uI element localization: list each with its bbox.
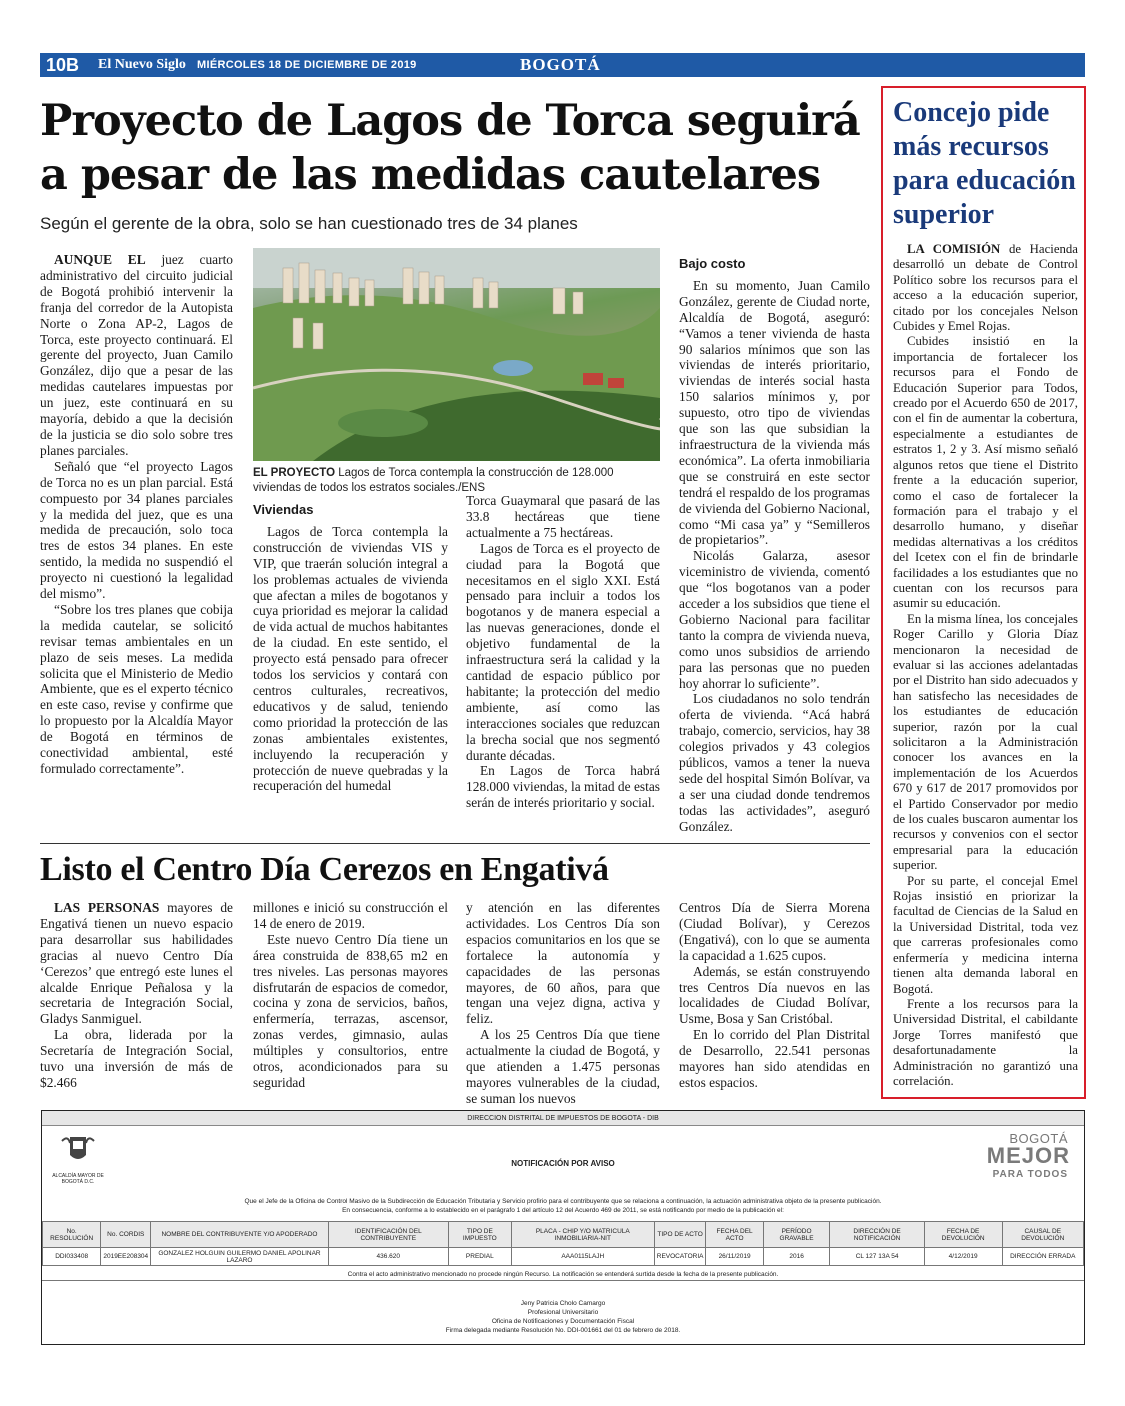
notice-signature xyxy=(42,1299,1084,1335)
table-cell: 2019EE208304 xyxy=(101,1248,151,1266)
signature-delegation: Firma delegada mediante Resolución No. DDI-001661 del 01 de febrero de 2018. xyxy=(445,1327,681,1334)
table-cell: REVOCATORIA xyxy=(654,1248,706,1266)
lead-in: LAS PERSONAS xyxy=(54,900,160,915)
paragraph: Frente a los recursos para la Universidad Distrital, el cabildante Jorge Torres manifestó que desafortunadamente la Administración no garantizó una correlación. xyxy=(893,996,1078,1088)
divider xyxy=(40,843,870,844)
notice-table xyxy=(42,1221,1084,1266)
main-headline: Proyecto de Lagos de Torca seguirá a pesar de las medidas cautelares xyxy=(40,96,860,200)
paragraph: Lagos de Torca contempla la construcción de viviendas VIS y VIP, que traerán solución integral a los problemas actuales de vivienda que afectan a miles de bogotanos y cuya prioridad es mejorar la calidad de vida actual de muchos habitantes de la ciudad. En este sentido, el proyecto está pensado para ofrecer todos los servicios y contará con centros culturales, recreativos, educativos y de salud, teniendo como prioridad la protección de las zonas ambientales existentes, incluyendo la recuperación y protección de nueve quebradas y la recuperación del humedal xyxy=(253,523,448,794)
column-header: PERÍODO GRAVABLE xyxy=(763,1222,830,1248)
table-cell: GONZALEZ HOLGUIN GUILERMO DANIEL APOLINAR LAZARO xyxy=(151,1248,329,1266)
newspaper-name: El Nuevo Siglo xyxy=(98,57,186,72)
table-cell: DDI033408 xyxy=(43,1248,101,1266)
paragraph: mayores de Engativá tienen un nuevo espacio para desarrollar sus habilidades gracias al nuevo Centro Día ‘Cerezos’ que entregó este lunes el alcalde Enrique Peñalosa y la secretaria de Integración Social, Gladys Sanmiguel. xyxy=(40,900,233,1027)
table-cell: 4/12/2019 xyxy=(924,1248,1002,1266)
caption-lead: EL PROYECTO xyxy=(253,467,336,479)
paragraph: Nicolás Galarza, asesor viceministro de vivienda, comentó que “los bogotanos van a poder acceder a los subsidios que tiene el Gobierno Nacional para facilitar tanto la compra de vivienda nueva, como unos subsidios de arriendo para las personas que no pueden hoy ahorrar lo suficiente”. xyxy=(679,548,870,691)
project-photo xyxy=(253,248,660,461)
bogota-mejor-logo xyxy=(966,1131,1076,1191)
column-header: NOMBRE DEL CONTRIBUYENTE Y/O APODERADO xyxy=(151,1222,329,1248)
main-story-column-3 xyxy=(466,493,660,811)
paragraph: Cubides insistió en la importancia de fortalecer los recursos para el Fondo de Educación Superior para Todos, creado por el Acuerdo 650 de 2017, con el fin de aumentar la cobertura, especialmente a estudiantes de estratos 1, 2 y 3. Así mismo señaló algunos retos que tiene el Distrito frente a la educación superior, como el caso de fortalecer la formación para el trabajo y el desarrollo humano, y diseñar medidas alternativas a los créditos del Icetex con el fin de brindarle facilidades a los estudiantes que no cuentan con los recursos para asumir su educación. xyxy=(893,334,1078,611)
table-cell: 2016 xyxy=(763,1248,830,1266)
sidebar-article xyxy=(881,86,1086,1099)
second-story-column-3 xyxy=(466,900,660,1107)
aerial-render-illustration xyxy=(253,248,660,461)
section-name: BOGOTÁ xyxy=(520,55,601,74)
paragraph: de Hacienda desarrolló un debate de Control Político sobre los recursos para el acceso a la educación superior, citado por los concejales Nelson Cubides y Emel Rojas. xyxy=(893,242,1078,334)
second-story-column-1 xyxy=(40,900,233,1091)
page-header-bar xyxy=(40,53,1085,77)
column-header: PLACA - CHIP Y/O MATRICULA INMOBILIARIA-NIT xyxy=(511,1222,654,1248)
main-subhead: Según el gerente de la obra, solo se han cuestionado tres de 34 planes xyxy=(40,214,578,233)
paragraph: “Sobre los tres planes que cobija la medida cautelar, se solicitó revisar temas ambientales en un plazo de seis meses. La medida solicita que el Ministerio de Medio Ambiente, que es el experto técnico en este caso, revise y confirme que lo propuesto por la Alcaldía Mayor de Bogotá en términos de conectividad ambiental, esté formulado correctamente”. xyxy=(40,601,233,776)
sidebar-headline: Concejo pide más recursos para educación superior xyxy=(893,97,1076,230)
column-header: DIRECCIÓN DE NOTIFICACIÓN xyxy=(830,1222,924,1248)
signer-title: Profesional Universitario xyxy=(527,1309,599,1316)
notice-footnote: Contra el acto administrativo mencionado no procede ningún Recurso. La notificación se entenderá surtida desde la fecha de la presente publicación. xyxy=(42,1271,1084,1281)
paragraph: Además, se están construyendo tres Centros Día nuevos en las localidades de Ciudad Bolívar, Usme, Bosa y San Cristóbal. xyxy=(679,963,870,1027)
lead-in: AUNQUE EL xyxy=(54,252,146,267)
paragraph: En la misma línea, los concejales Roger Carillo y Gloria Díaz mencionaron la necesidad de evaluar si las acciones adelantadas por el Distrito han sido adecuados y han satisfecho las necesidades de los estudiantes de educación superior, razón por la cual solicitaron a la Administración conocer los avances en la implementación de los Acuerdos 670 y 617 de 2017 promovidos por el Partido Conservador por medio de los cuales buscaron aumentar los recursos y convenios con el sector empresarial para la educación superior. xyxy=(893,611,1078,873)
table-cell: CL 127 13A 54 xyxy=(830,1248,924,1266)
logo-line-3: PARA TODOS xyxy=(992,1169,1068,1180)
second-headline: Listo el Centro Día Cerezos en Engativá xyxy=(40,851,609,888)
paragraph: Este nuevo Centro Día tiene un área construida de 838,65 m2 en tres niveles. Las personas mayores disfrutarán de espacios de comedor, cocina y zona de servicios, baños, enfermería, terrazas, ascensor, zonas verdes, gimnasio, aulas múltiples y consultorios, entre otros, acondicionados para su seguridad xyxy=(253,931,448,1090)
notice-title: NOTIFICACIÓN POR AVISO xyxy=(511,1159,615,1168)
paragraph: millones e inició su construcción el 14 de enero de 2019. xyxy=(253,900,448,931)
notice-agency: DIRECCION DISTRITAL DE IMPUESTOS DE BOGOTA - DIB xyxy=(42,1111,1084,1126)
tax-notice xyxy=(41,1110,1085,1345)
paragraph: juez cuarto administrativo del circuito judicial de Bogotá prohibió intervenir la franja del corredor de la Autopista Norte o Zona AP-2, Lagos de Torca, este proyecto continuará. El gerente del proyecto, Juan Camilo González, dijo que a pesar de las medidas cautelares impuestas por un juez, este continuará en su mayoría, debido a que la decisión de la justicia se dio solo sobre tres planes parciales. xyxy=(40,252,233,458)
column-header: No. CORDIS xyxy=(101,1222,151,1248)
photo-caption xyxy=(253,466,660,496)
column-header: No. RESOLUCIÓN xyxy=(43,1222,101,1248)
paragraph: En Lagos de Torca habrá 128.000 viviendas, la mitad de estas serán de interés prioritario y social. xyxy=(466,763,660,811)
paragraph: Los ciudadanos no solo tendrán oferta de vivienda. “Acá habrá trabajo, comercio, servicios, hay 38 colegios privados y 43 colegios públicos, vamos a tener la nueva sede del hospital Simón Bolívar, va a ser una ciudad donde tendremos todas las actividades”, aseguró González. xyxy=(679,691,870,834)
notice-intro xyxy=(42,1197,1084,1215)
column-header: FECHA DE DEVOLUCIÓN xyxy=(924,1222,1002,1248)
main-story-column-2 xyxy=(253,502,448,794)
paragraph: En lo corrido del Plan Distrital de Desarrollo, 22.541 personas mayores han sido atendidas en estos espacios. xyxy=(679,1027,870,1090)
lead-in: LA COMISIÓN xyxy=(907,242,1001,256)
table-row xyxy=(43,1248,1084,1266)
intro-line: Que el Jefe de la Oficina de Control Masivo de la Subdirección de Educación Tributaria y Servicio profirio para el contribuyente que se relaciona a continuación, la actuación administrativa objeto de la presente publicación. xyxy=(244,1198,882,1205)
paragraph: Torca Guaymaral que pasará de las 33.8 hectáreas que tiene actualmente a 75 hectáreas. xyxy=(466,493,660,540)
second-story-column-4 xyxy=(679,900,870,1091)
table-cell: DIRECCIÓN ERRADA xyxy=(1002,1248,1083,1266)
logo-line-1: BOGOTÁ xyxy=(1009,1131,1068,1146)
paragraph: Señaló que “el proyecto Lagos de Torca no es un plan parcial. Está compuesto por 34 planes parciales y la medida del juez, que es una medida de precaución, solo toca tres de estos 34 planes. En este sentido, la medida no suspendió el proyecto ni cuestionó la legalidad del mismo”. xyxy=(40,458,233,602)
second-story-column-2 xyxy=(253,900,448,1091)
table-cell: 436.620 xyxy=(328,1248,448,1266)
paragraph: En su momento, Juan Camilo González, gerente de Ciudad norte, Alcaldía de Bogotá, aseguró: “Vamos a tener vivienda de hasta 90 salarios mínimos que son las viviendas de interés prioritario, viviendas de interés social hasta 150 salarios mínimos y, por supuesto, otro tipo de viviendas que son las que subsidian la infraestructura de la vivienda más económica”. La oferta inmobiliaria que se construirá en este sector tendrá el respaldo de los programas de vivienda del Gobierno Nacional, como “Mi casa ya” y “Semilleros de propietarios”. xyxy=(679,277,870,548)
column-header: FECHA DEL ACTO xyxy=(706,1222,763,1248)
sidebar-body xyxy=(893,242,1078,1089)
column-header: TIPO DE ACTO xyxy=(654,1222,706,1248)
city-logo-text: ALCALDÍA MAYOR DE BOGOTÁ D.C. xyxy=(52,1173,104,1185)
table-cell: PREDIAL xyxy=(448,1248,511,1266)
main-story-column-4 xyxy=(679,256,870,835)
paragraph: Centros Día de Sierra Morena (Ciudad Bolívar), y Cerezos (Engativá), con lo que se aumenta la capacidad a 1.625 cupos. xyxy=(679,900,870,963)
paragraph: A los 25 Centros Día que tiene actualmente la ciudad de Bogotá, y que atienden a 1.475 personas mayores vulnerables de la ciudad, se suman los nuevos xyxy=(466,1027,660,1106)
signer-office: Oficina de Notificaciones y Documentación Fiscal xyxy=(491,1318,635,1325)
logo-line-2: MEJOR xyxy=(986,1143,1070,1168)
issue-date: MIÉRCOLES 18 DE DICIEMBRE DE 2019 xyxy=(197,59,417,71)
main-story-column-1 xyxy=(40,252,233,777)
column-header: CAUSAL DE DEVOLUCIÓN xyxy=(1002,1222,1083,1248)
paragraph: y atención en las diferentes actividades. Los Centros Día son espacios comunitarios en los que se fortalece la autonomía y capacidades de las personas mayores, de 60 años, para que tengan una vejez digna, activa y feliz. xyxy=(466,900,660,1027)
page-number: 10B xyxy=(46,55,80,75)
table-cell: AAA0115LAJH xyxy=(511,1248,654,1266)
caption-text: Lagos de Torca contempla la construcción de 128.000 viviendas de todos los estratos sociales./ENS xyxy=(253,467,614,494)
paragraph: Por su parte, el concejal Emel Rojas insistió en priorizar la facultad de Ciencias de la Salud en la Universidad Distrital, toda vez que carreras profesionales como enfermería y medicina interna tienen alta demanda laboral en Bogotá. xyxy=(893,873,1078,996)
section-subtitle: Viviendas xyxy=(253,502,314,517)
section-subtitle: Bajo costo xyxy=(679,256,746,271)
column-header: TIPO DE IMPUESTO xyxy=(448,1222,511,1248)
table-cell: 26/11/2019 xyxy=(706,1248,763,1266)
paragraph: Lagos de Torca es el proyecto de ciudad para la Bogotá que necesitamos en el siglo XXI. Está pensado para incluir a todos los bogotanos y de manera especial a las nuevas generaciones, donde el objetivo fundamental de la infraestructura será la calidad y la cantidad de espacio público por habitante; la protección del medio ambiente, así como las interacciones sociales que reduzcan la brecha social que nos segmentó durante décadas. xyxy=(466,540,660,763)
paragraph: La obra, liderada por la Secretaría de Integración Social, tuvo una inversión de más de $2.466 xyxy=(40,1027,233,1090)
intro-line: En consecuencia, conforme a lo establecido en el parágrafo 1 del artículo 12 del Acuerdo 469 de 2011, se está notificando por medio de la publicación el: xyxy=(342,1207,784,1214)
signer-name: Jeny Patricia Cholo Camargo xyxy=(520,1300,606,1307)
column-header: IDENTIFICACIÓN DEL CONTRIBUYENTE xyxy=(328,1222,448,1248)
table-header-row xyxy=(43,1222,1084,1248)
